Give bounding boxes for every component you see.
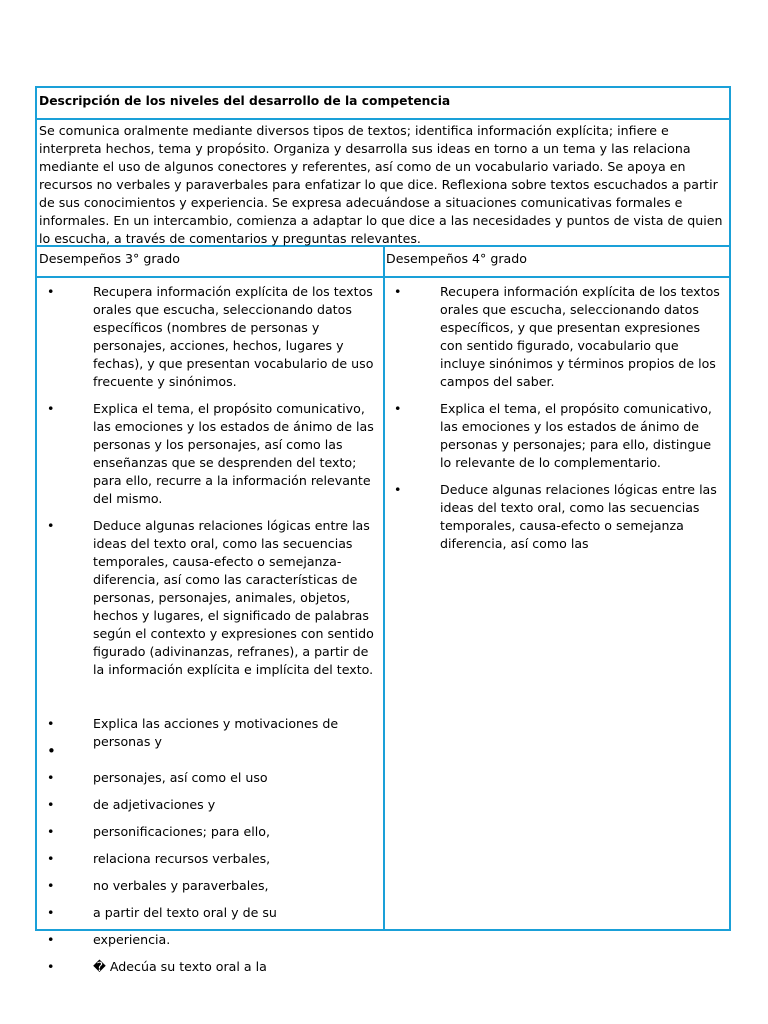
list-item xyxy=(47,796,379,814)
list-item xyxy=(47,904,379,922)
list-item-text: experiencia. xyxy=(93,932,171,947)
competency-table xyxy=(35,86,731,974)
bullet-icon: • xyxy=(47,284,55,299)
competency-description: Se comunica oralmente mediante diversos tipos de textos; identifica información explícita; infiere e interpreta hechos, tema y propósito. Organiza y desarrolla sus ideas en torno a un tema y las relaciona mediante el uso de algunos conectores y referentes, así como de un vocabulario variado. Se apoya en recursos no verbales y paraverbales para enfatizar lo que dice. Reflexiona sobre textos escuchados a partir de sus conocimientos y experiencia. Se expresa adecuándose a situaciones comunicativas formales e informales. En un intercambio, comienza a adaptar lo que dice a las necesidades y puntos de vista de quien lo escucha, a través de comentarios y preguntas relevantes. xyxy=(39,123,723,246)
list-item-text: no verbales y paraverbales, xyxy=(93,878,269,893)
column-divider xyxy=(383,245,385,931)
bullet-icon: • xyxy=(47,824,55,839)
list-item xyxy=(47,931,379,949)
list-item xyxy=(394,400,726,472)
grade-4-header: Desempeños 4° grado xyxy=(386,251,527,266)
list-item xyxy=(47,769,379,787)
grade-3-list xyxy=(39,283,379,985)
list-item-text: � Adecúa su texto oral a la xyxy=(93,959,267,974)
list-item-text: relaciona recursos verbales, xyxy=(93,851,271,866)
list-item xyxy=(47,958,379,976)
bullet-icon: • xyxy=(47,797,55,812)
list-item xyxy=(47,715,379,749)
bullet-icon: • xyxy=(47,716,55,731)
bullet-icon: • xyxy=(47,878,55,893)
list-item xyxy=(394,283,726,391)
bullet-icon: • xyxy=(394,482,402,497)
list-item-text: personajes, así como el uso xyxy=(93,770,268,785)
list-item xyxy=(47,400,379,508)
bullet-icon: • xyxy=(394,401,402,416)
list-item-text: Explica el tema, el propósito comunicativo, las emociones y los estados de ánimo de las personas y los personajes, así como las enseñanzas que se desprenden del texto; para ello, recurre a la información relevante del mismo. xyxy=(93,401,374,506)
list-item xyxy=(47,877,379,895)
bullet-icon: • xyxy=(47,932,55,947)
bullet-icon: • xyxy=(394,284,402,299)
bullet-icon: • xyxy=(47,770,55,785)
list-item-text: Recupera información explícita de los textos orales que escucha, seleccionando datos específicos (nombres de personas y personajes, acciones, hechos, lugares y fechas), y que presentan vocabulario de uso frecuente y sinónimos. xyxy=(93,284,374,389)
bullet-icon: • xyxy=(47,518,55,533)
table-divider xyxy=(37,118,729,120)
list-item xyxy=(394,481,726,553)
list-item-text: de adjetivaciones y xyxy=(93,797,216,812)
bullet-icon: • xyxy=(47,742,56,760)
list-item-text: personificaciones; para ello, xyxy=(93,824,270,839)
bullet-icon: • xyxy=(47,401,55,416)
list-item-text: Deduce algunas relaciones lógicas entre las ideas del texto oral, como las secuencias temporales, causa-efecto o semejanza- diferencia, así como las características de personas, personajes, animales, objetos, hechos y lugares, el significado de palabras según el contexto y expresiones con sentido figurado (adivinanzas, refranes), a partir de la información explícita e implícita del texto. xyxy=(93,518,374,677)
list-item xyxy=(47,517,379,679)
list-item-text: a partir del texto oral y de su xyxy=(93,905,277,920)
list-item xyxy=(47,850,379,868)
list-item-text: Deduce algunas relaciones lógicas entre las ideas del texto oral, como las secuencias temporales, causa-efecto o semejanza diferencia, así como las xyxy=(440,482,717,551)
list-item-text: Explica el tema, el propósito comunicativo, las emociones y los estados de ánimo de personas y personajes; para ello, distingue lo relevante de lo complementario. xyxy=(440,401,712,470)
table-title: Descripción de los niveles del desarrollo de la competencia xyxy=(39,94,451,108)
list-item-text: Recupera información explícita de los textos orales que escucha, seleccionando datos específicos, y que presentan expresiones con sentido figurado, vocabulario que incluye sinónimos y términos propios de los campos del saber. xyxy=(440,284,720,389)
grade-4-list xyxy=(386,283,726,562)
list-item xyxy=(47,742,379,760)
list-item-text: Explica las acciones y motivaciones de personas y xyxy=(93,716,339,749)
bullet-icon: • xyxy=(47,905,55,920)
bullet-icon: • xyxy=(47,959,55,974)
bullet-icon: • xyxy=(47,851,55,866)
grade-3-header: Desempeños 3° grado xyxy=(39,251,180,266)
list-item xyxy=(47,823,379,841)
list-item xyxy=(47,283,379,391)
